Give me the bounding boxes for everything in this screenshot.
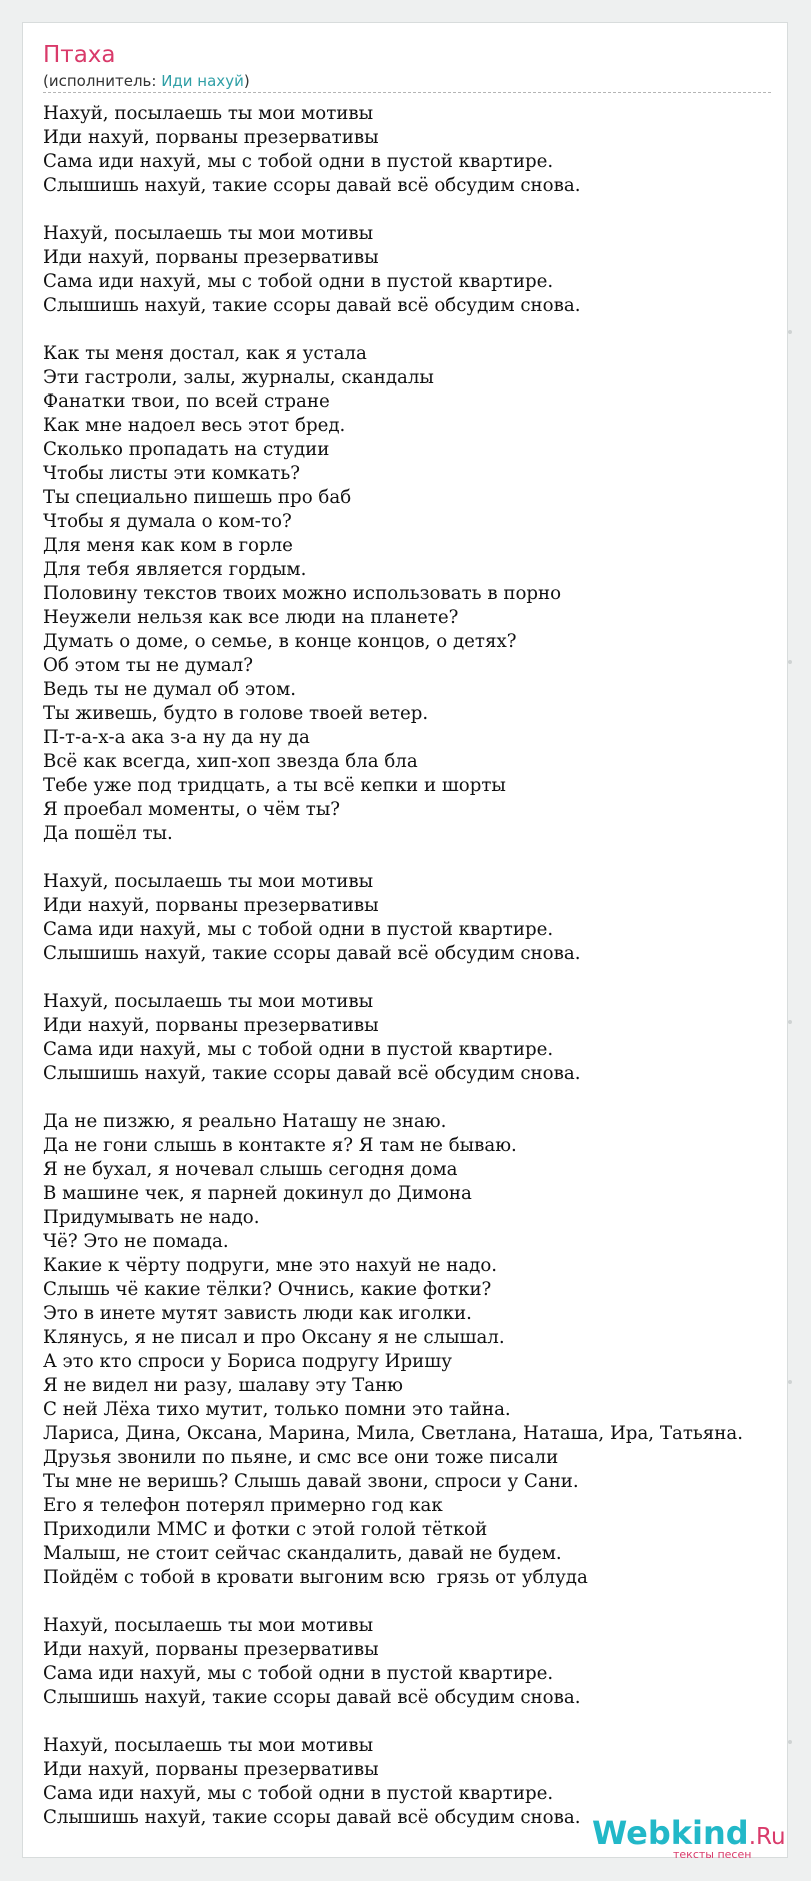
lyric-line: Чтобы я думала о ком-то?: [43, 511, 292, 532]
lyric-line: Сколько пропадать на студии: [43, 439, 330, 460]
lyrics-card: [22, 22, 788, 1858]
lyric-line: Пойдём с тобой в кровати выгоним всю грязь от ублуда: [43, 1567, 588, 1588]
lyric-line: Да пошёл ты.: [43, 823, 173, 844]
lyric-line: Ты живешь, будто в голове твоей ветер.: [43, 703, 429, 724]
lyric-line: Ты мне не веришь? Слышь давай звони, спроси у Сани.: [43, 1471, 579, 1492]
lyric-line: Его я телефон потерял примерно год как: [43, 1495, 443, 1516]
lyric-line: Малыш, не стоит сейчас скандалить, давай не будем.: [43, 1543, 562, 1564]
lyric-line: Чё? Это не помада.: [43, 1231, 229, 1252]
lyric-line: Фанатки твои, по всей стране: [43, 391, 330, 412]
lyric-line: Какие к чёрту подруги, мне это нахуй не надо.: [43, 1255, 498, 1276]
lyric-line: Да не гони слышь в контакте я? Я там не бываю.: [43, 1135, 517, 1156]
lyric-line: Сама иди нахуй, мы с тобой одни в пустой квартире.: [43, 1783, 554, 1804]
artist-link[interactable]: Иди нахуй: [161, 72, 244, 90]
lyric-line: Нахуй, посылаешь ты мои мотивы: [43, 223, 374, 244]
stanza-break: [43, 198, 803, 222]
lyric-line: Об этом ты не думал?: [43, 655, 253, 676]
lyric-line: Нахуй, посылаешь ты мои мотивы: [43, 1735, 374, 1756]
artist-line: [43, 72, 250, 90]
lyric-line: Нахуй, посылаешь ты мои мотивы: [43, 1615, 374, 1636]
lyric-line: Иди нахуй, порваны презервативы: [43, 247, 379, 268]
lyric-line: В машине чек, я парней докинул до Димона: [43, 1183, 472, 1204]
song-title: Птаха: [43, 42, 116, 68]
lyric-line: Нахуй, посылаешь ты мои мотивы: [43, 991, 374, 1012]
lyric-line: Я проебал моменты, о чём ты?: [43, 799, 341, 820]
decor-dot: [788, 1380, 792, 1384]
lyric-line: Приходили ММС и фотки с этой голой тёткой: [43, 1519, 488, 1540]
artist-suffix: ): [243, 72, 250, 90]
lyric-line: Тебе уже под тридцать, а ты всё кепки и шорты: [43, 775, 506, 796]
lyric-line: Иди нахуй, порваны презервативы: [43, 1759, 379, 1780]
lyric-line: Придумывать не надо.: [43, 1207, 260, 1228]
lyric-line: Нахуй, посылаешь ты мои мотивы: [43, 871, 374, 892]
lyric-line: Да не пизжю, я реально Наташу не знаю.: [43, 1111, 447, 1132]
decor-dot: [788, 330, 792, 334]
lyric-line: Это в инете мутят зависть люди как иголки.: [43, 1303, 472, 1324]
lyrics-text: [43, 102, 803, 1830]
title-divider: [43, 92, 771, 93]
webkind-brand: Webkind: [592, 1814, 749, 1852]
lyric-line: Неужели нельзя как все люди на планете?: [43, 607, 459, 628]
lyric-line: Ведь ты не думал об этом.: [43, 679, 297, 700]
lyric-line: Слышь чё какие тёлки? Очнись, какие фотки?: [43, 1279, 492, 1300]
lyric-line: Лариса, Дина, Оксана, Марина, Мила, Светлана, Наташа, Ира, Татьяна.: [43, 1423, 744, 1444]
stanza-break: [43, 1590, 803, 1614]
webkind-tld: .Ru: [748, 1824, 786, 1850]
lyric-line: Думать о доме, о семье, в конце концов, о детях?: [43, 631, 517, 652]
decor-dot: [788, 1020, 792, 1024]
decor-dot: [788, 1740, 792, 1744]
stanza-break: [43, 1710, 803, 1734]
artist-prefix: (исполнитель:: [43, 72, 162, 90]
lyric-line: Слышишь нахуй, такие ссоры давай всё обсудим снова.: [43, 295, 581, 316]
lyric-line: Сама иди нахуй, мы с тобой одни в пустой квартире.: [43, 1039, 554, 1060]
lyric-line: Чтобы листы эти комкать?: [43, 463, 300, 484]
lyric-line: Сама иди нахуй, мы с тобой одни в пустой квартире.: [43, 271, 554, 292]
webkind-subtitle: тексты песен: [673, 1848, 752, 1861]
lyric-line: Я не видел ни разу, шалаву эту Таню: [43, 1375, 404, 1396]
lyric-line: Слышишь нахуй, такие ссоры давай всё обсудим снова.: [43, 1063, 581, 1084]
decor-dot: [788, 660, 792, 664]
lyric-line: Половину текстов твоих можно использовать в порно: [43, 583, 562, 604]
lyric-line: Слышишь нахуй, такие ссоры давай всё обсудим снова.: [43, 175, 581, 196]
lyric-line: Для меня как ком в горле: [43, 535, 293, 556]
stanza-break: [43, 966, 803, 990]
lyric-line: Слышишь нахуй, такие ссоры давай всё обсудим снова.: [43, 943, 581, 964]
lyric-line: Иди нахуй, порваны презервативы: [43, 1639, 379, 1660]
lyric-line: Как ты меня достал, как я устала: [43, 343, 367, 364]
stanza-break: [43, 1086, 803, 1110]
lyric-line: Эти гастроли, залы, журналы, скандалы: [43, 367, 434, 388]
lyric-line: Иди нахуй, порваны презервативы: [43, 895, 379, 916]
stanza-break: [43, 318, 803, 342]
lyric-line: Сама иди нахуй, мы с тобой одни в пустой квартире.: [43, 919, 554, 940]
lyric-line: Иди нахуй, порваны презервативы: [43, 127, 379, 148]
lyric-line: Нахуй, посылаешь ты мои мотивы: [43, 103, 374, 124]
lyric-line: С ней Лёха тихо мутит, только помни это тайна.: [43, 1399, 511, 1420]
lyric-line: Слышишь нахуй, такие ссоры давай всё обсудим снова.: [43, 1687, 581, 1708]
lyric-line: А это кто спроси у Бориса подругу Иришу: [43, 1351, 452, 1372]
lyric-line: Друзья звонили по пьяне, и смс все они тоже писали: [43, 1447, 559, 1468]
lyric-line: Клянусь, я не писал и про Оксану я не слышал.: [43, 1327, 505, 1348]
lyric-line: Как мне надоел весь этот бред.: [43, 415, 346, 436]
lyric-line: Всё как всегда, хип-хоп звезда бла бла: [43, 751, 418, 772]
stanza-break: [43, 846, 803, 870]
lyric-line: Для тебя является гордым.: [43, 559, 307, 580]
lyric-line: Сама иди нахуй, мы с тобой одни в пустой квартире.: [43, 1663, 554, 1684]
lyric-line: Иди нахуй, порваны презервативы: [43, 1015, 379, 1036]
lyric-line: Сама иди нахуй, мы с тобой одни в пустой квартире.: [43, 151, 554, 172]
lyric-line: Ты специально пишешь про баб: [43, 487, 352, 508]
lyric-line: Я не бухал, я ночевал слышь сегодня дома: [43, 1159, 458, 1180]
lyric-line: П-т-а-х-а ака з-а ну да ну да: [43, 727, 310, 748]
lyric-line: Слышишь нахуй, такие ссоры давай всё обсудим снова.: [43, 1807, 581, 1828]
